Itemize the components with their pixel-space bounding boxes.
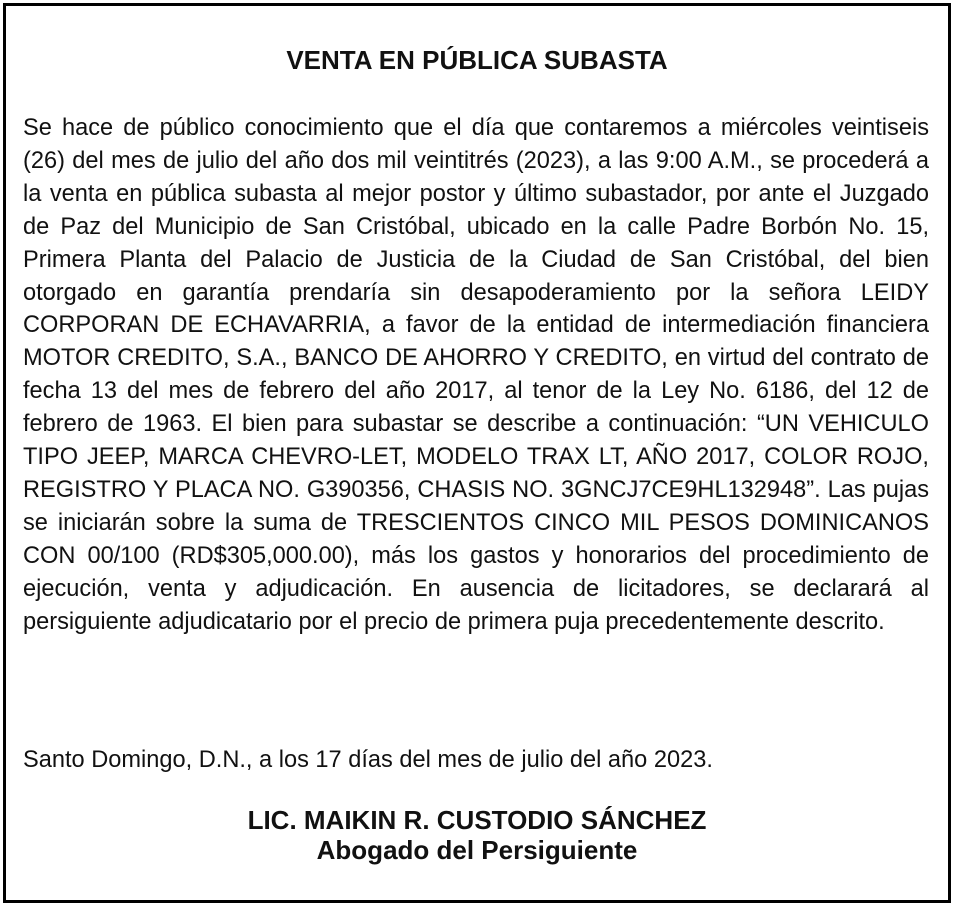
auction-notice [3, 3, 951, 903]
notice-title: VENTA EN PÚBLICA SUBASTA [286, 45, 668, 75]
signer-name: LIC. MAIKIN R. CUSTODIO SÁNCHEZ [247, 805, 707, 835]
notice-body: Se hace de público conocimiento que el día que contaremos a miércoles veintiseis (26) del mes de julio del año dos mil veintitrés (2023), a las 9:00 A.M., se procederá a la venta en pública subasta al mejor postor y último subastador, por ante el Juzgado de Paz del Municipio de San Cristóbal, ubicado en la calle Padre Borbón No. 15, Primera Planta del Palacio de Justicia de la Ciudad de San Cristóbal, del bien otorgado en garantía prendaría sin desapoderamiento por la señora LEIDY CORPORAN DE ECHAVARRIA, a favor de la entidad de intermediación financiera MOTOR CREDITO, S.A., BANCO DE AHORRO Y CREDITO, en virtud del contrato de fecha 13 del mes de febrero del año 2017, al tenor de la Ley No. 6186, del 12 de febrero de 1963. El bien para subastar se describe a continuación: “UN VEHICULO TIPO JEEP, MARCA CHEVRO-LET, MODELO TRAX LT, AÑO 2017, COLOR ROJO, REGISTRO Y PLACA NO. G390356, CHASIS NO. 3GNCJ7CE9HL132948”. Las pujas se iniciarán sobre la suma de TRESCIENTOS CINCO MIL PESOS DOMINICANOS CON 00/100 (RD$305,000.00), más los gastos y honorarios del procedimiento de ejecución, venta y adjudicación. En ausencia de licitadores, se declarará al persiguiente adjudicatario por el precio de primera puja precedentemente descrito. [23, 115, 929, 635]
signature-block [6, 805, 948, 865]
notice-date-line: Santo Domingo, D.N., a los 17 días del mes de julio del año 2023. [23, 747, 713, 773]
signer-role: Abogado del Persiguiente [316, 835, 638, 865]
